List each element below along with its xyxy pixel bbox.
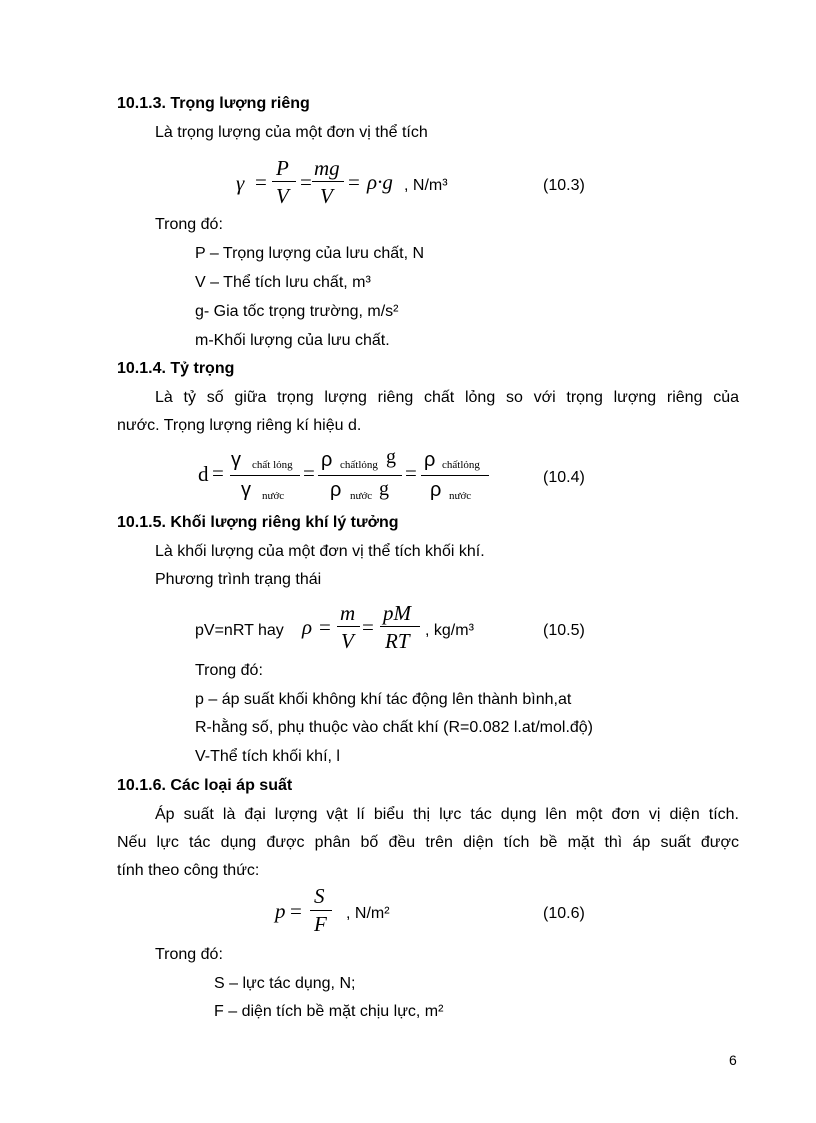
- heading-10-1-3: 10.1.3. Trọng lượng riêng: [117, 95, 310, 112]
- fraction-bar: [312, 181, 344, 182]
- fraction-bar: [310, 910, 332, 911]
- eq-subscript: chất lỏng: [252, 459, 293, 471]
- heading-10-1-6: 10.1.6. Các loại áp suất: [117, 777, 293, 794]
- eq-rho: ρ: [430, 479, 442, 501]
- paragraph-line: tính theo công thức:: [117, 862, 260, 879]
- fraction-bar: [230, 475, 300, 476]
- fraction-bar: [272, 181, 296, 182]
- eq-subscript: nước: [350, 490, 373, 502]
- eq-numerator: mg: [314, 156, 340, 180]
- eq-rho: ρ: [321, 449, 333, 471]
- paragraph-intro: Là trọng lượng của một đơn vị thể tích: [155, 124, 428, 141]
- where-label: Trong đó:: [155, 946, 223, 963]
- eq-rho: ρ: [330, 479, 342, 501]
- definition-item: V – Thể tích lưu chất, m³: [195, 274, 371, 291]
- eq-equals: =: [300, 170, 312, 194]
- eq-subscript: nước: [449, 490, 472, 502]
- eq-g: g: [379, 478, 389, 500]
- eq-numerator: m: [340, 601, 356, 625]
- eq-equals: =: [348, 170, 360, 194]
- eq-unit: , N/m²: [346, 905, 390, 922]
- eq-rho: ρ: [302, 615, 313, 639]
- equation-number: (10.4): [543, 469, 585, 486]
- eq-denominator: V: [320, 184, 333, 208]
- definition-item: P – Trọng lượng của lưu chất, N: [195, 245, 425, 262]
- heading-10-1-5: 10.1.5. Khối lượng riêng khí lý tưởng: [117, 514, 399, 531]
- eq-rho: ρ: [424, 449, 436, 471]
- page-number: 6: [729, 1052, 737, 1068]
- eq-gamma: γ: [241, 479, 251, 501]
- eq-equals: =: [290, 899, 302, 923]
- fraction-bar: [380, 626, 420, 627]
- eq-equals: =: [362, 615, 374, 639]
- eq-equals: =: [405, 461, 417, 485]
- paragraph-line: nước. Trọng lượng riêng kí hiệu d.: [117, 417, 362, 434]
- eq-rho-g: ρ·g: [367, 170, 393, 194]
- definition-item: S – lực tác dụng, N;: [214, 975, 356, 992]
- eq-numerator: P: [276, 156, 289, 180]
- fraction-bar: [318, 475, 402, 476]
- definition-item: p – áp suất khối không khí tác động lên thành bình,at: [195, 691, 572, 708]
- eq-subscript: nước: [262, 490, 285, 502]
- eq-subscript: chấtlỏng: [442, 459, 480, 471]
- paragraph-line: Phương trình trạng thái: [155, 571, 322, 588]
- eq-equals: =: [303, 461, 315, 485]
- paragraph-line: Là khối lượng của một đơn vị thể tích khối khí.: [155, 543, 485, 560]
- eq-subscript: chấtlỏng: [340, 459, 378, 471]
- eq-equals: =: [255, 170, 267, 194]
- equation-number: (10.6): [543, 905, 585, 922]
- eq-gamma: γ: [231, 449, 241, 471]
- definition-item: m-Khối lượng của lưu chất.: [195, 332, 390, 349]
- paragraph-line: Áp suất là đại lượng vật lí biểu thị lực tác dụng lên một đơn vị diện tích.: [155, 806, 739, 823]
- equation-number: (10.5): [543, 622, 585, 639]
- definition-item: F – diện tích bề mặt chịu lực, m²: [214, 1003, 444, 1020]
- eq-denominator: RT: [385, 629, 410, 653]
- eq-equals: =: [212, 461, 224, 485]
- eq-g: g: [386, 446, 396, 468]
- definition-item: g- Gia tốc trọng trường, m/s²: [195, 303, 399, 320]
- eq-denominator: V: [341, 629, 354, 653]
- eq-denominator: V: [276, 184, 289, 208]
- paragraph-line: Là tỷ số giữa trọng lượng riêng chất lỏng so với trọng lượng riêng của: [155, 389, 739, 406]
- eq-numerator: pM: [383, 601, 411, 625]
- fraction-bar: [337, 626, 360, 627]
- definition-item: V-Thể tích khối khí, l: [195, 748, 340, 765]
- definition-item: R-hằng số, phụ thuộc vào chất khí (R=0.082 l.at/mol.độ): [195, 719, 594, 736]
- eq-equals: =: [319, 615, 331, 639]
- eq-lead-text: pV=nRT hay: [195, 622, 284, 639]
- where-label: Trong đó:: [155, 216, 223, 233]
- equation-number: (10.3): [543, 177, 585, 194]
- eq-unit: , N/m³: [404, 177, 448, 194]
- paragraph-line: Nếu lực tác dụng được phân bố đều trên diện tích bề mặt thì áp suất được: [117, 834, 739, 851]
- eq-gamma: γ: [236, 171, 245, 195]
- eq-p: p: [275, 899, 286, 923]
- where-label: Trong đó:: [195, 662, 263, 679]
- eq-d: d: [198, 462, 209, 486]
- eq-denominator: F: [314, 912, 327, 936]
- eq-numerator: S: [314, 884, 325, 908]
- heading-10-1-4: 10.1.4. Tỷ trọng: [117, 360, 235, 377]
- fraction-bar: [421, 475, 489, 476]
- eq-unit: , kg/m³: [425, 622, 474, 639]
